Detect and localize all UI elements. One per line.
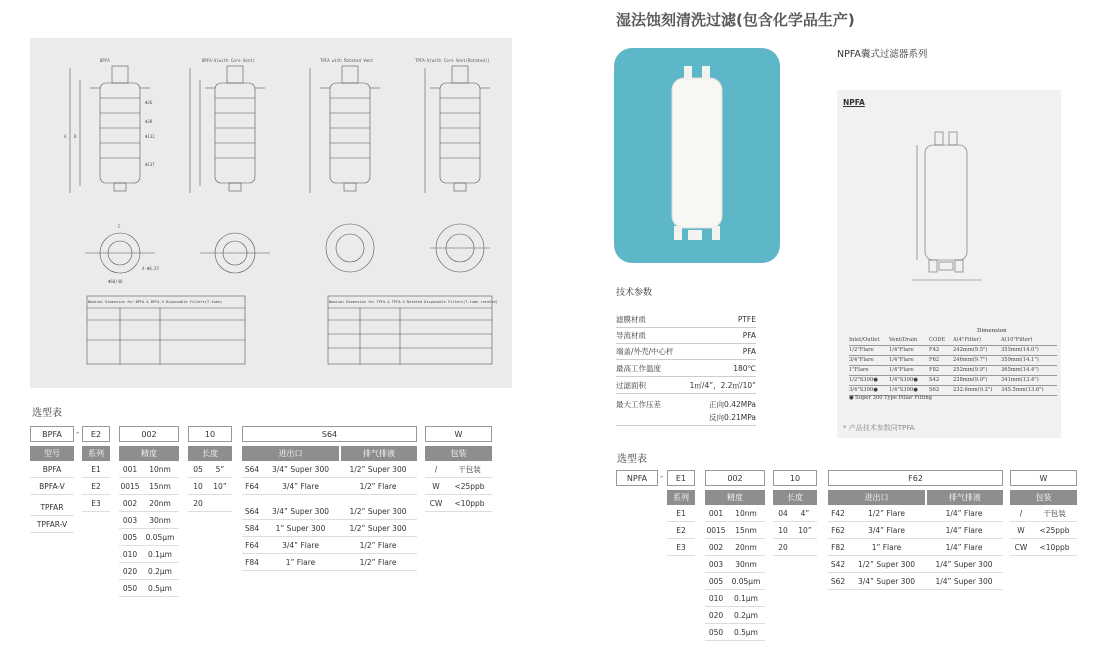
- npfa-row: [849, 346, 1057, 356]
- precision-code-cell: 050: [708, 628, 724, 637]
- r-precision-row: [705, 505, 765, 522]
- param-value: 180℃: [733, 364, 756, 373]
- capsule-filter-image: [614, 48, 780, 263]
- filter-drawings: [30, 38, 512, 388]
- drawing-label-4: TPFA-V(with Core Vent(Rotated)): [415, 58, 490, 63]
- pack-code-cell: /: [1019, 509, 1023, 518]
- pack-row: [425, 478, 492, 495]
- select-title-left: 选型表: [32, 408, 62, 419]
- precision-value-cell: 30nm: [735, 560, 757, 569]
- r-series-item: E1: [667, 505, 695, 522]
- precision-code-cell: 020: [122, 567, 138, 576]
- select-title-right: 选型表: [617, 454, 647, 465]
- pack-code-cell: CW: [429, 499, 443, 508]
- r-pack-row: [1010, 539, 1077, 556]
- port-code-cell: F64: [245, 541, 259, 550]
- param-row: [616, 328, 756, 344]
- param-key: 导流材质: [616, 331, 646, 340]
- inout-cell: 3/4” Super 300: [271, 465, 329, 474]
- page-title: 湿法蚀刻清洗过滤(包含化学品生产): [616, 11, 855, 29]
- r-port-row: [828, 556, 1003, 573]
- vent-cell: 1/2” Flare: [359, 558, 397, 567]
- dim-label: Φ60/40: [108, 279, 123, 284]
- r-pack-row: [1010, 505, 1077, 522]
- inout-cell: 1/2” Super 300: [857, 560, 915, 569]
- pack-code-cell: /: [434, 465, 438, 474]
- port-code-cell: F64: [245, 482, 259, 491]
- r-length-column: [773, 470, 817, 556]
- vent-header: 排气排液: [341, 446, 417, 461]
- param-key: 最高工作温度: [616, 364, 661, 373]
- pack-row: [425, 495, 492, 512]
- param-row: [616, 410, 756, 426]
- dim-label: Φ137: [145, 162, 155, 167]
- npfa-cell: 1/4"Flare: [889, 347, 914, 353]
- dim-label: Φ38: [145, 119, 153, 124]
- param-key: 滤膜材质: [616, 315, 646, 324]
- r-series-item: E3: [667, 539, 695, 556]
- r-port-row: [828, 505, 1003, 522]
- npfa-cell: 355mm(14.0"): [1001, 347, 1039, 353]
- precision-code-cell: 001: [708, 509, 724, 518]
- precision-value-cell: 20nm: [735, 543, 757, 552]
- precision-row: [119, 478, 179, 495]
- precision-value-cell: 0.2μm: [147, 567, 172, 576]
- r-length-row: [773, 505, 817, 522]
- r-port-row: [828, 573, 1003, 590]
- port-code: S64: [242, 426, 417, 442]
- pack-value-cell: <25ppb: [454, 482, 485, 491]
- dim-label: 4-Φ8.25: [142, 266, 159, 271]
- r-precision-row: [705, 539, 765, 556]
- r-precision-row: [705, 607, 765, 624]
- model-item: BPFA-V: [30, 478, 74, 495]
- param-key: 过滤面积: [616, 381, 646, 390]
- precision-row: [119, 563, 179, 580]
- npfa-header-row: [849, 336, 1057, 346]
- r-port-column: [828, 470, 1003, 590]
- npfa-note: ● Super 300 Type Pillar Fitting: [849, 395, 933, 401]
- length-row: [188, 478, 232, 495]
- port-row: [242, 537, 417, 554]
- length-value-cell: 10”: [213, 482, 227, 491]
- npfa-cell: 1/4"S300●: [889, 377, 918, 383]
- inout-cell: 1” Flare: [285, 558, 316, 567]
- separator: -: [660, 472, 664, 482]
- params-title: 技术参数: [616, 288, 653, 298]
- vent-cell: 1/4” Flare: [945, 526, 983, 535]
- precision-code: 002: [119, 426, 179, 442]
- port-code-cell: S84: [244, 524, 260, 533]
- r-precision-row: [705, 590, 765, 607]
- npfa-row: [849, 356, 1057, 366]
- precision-row: [119, 546, 179, 563]
- npfa-cell: 232.6mm(9.2"): [953, 387, 993, 393]
- r-length-row: [773, 539, 817, 556]
- npfa-dim-header: Dimension: [977, 328, 1007, 334]
- precision-value-cell: 0.5μm: [733, 628, 758, 637]
- npfa-cell: 1/2"Flare: [849, 347, 874, 353]
- precision-value-cell: 15nm: [149, 482, 171, 491]
- npfa-cell: Inlet/Outlet: [849, 337, 880, 343]
- drawing-label-3: TPFA with Rotated Vent: [320, 58, 373, 63]
- npfa-cell: 365mm(14.4"): [1001, 367, 1039, 373]
- r-precision-row: [705, 522, 765, 539]
- port-row: [242, 503, 417, 520]
- r-precision-row: [705, 573, 765, 590]
- pack-header: 包装: [425, 446, 492, 461]
- precision-value-cell: 15nm: [735, 526, 757, 535]
- inout-cell: 1” Super 300: [275, 524, 326, 533]
- table-title-1: Nominal Dimension for BPFA & BPFA-V Disposable Filters(T-tube): [88, 300, 223, 304]
- precision-code-cell: 003: [122, 516, 138, 525]
- length-value-cell: 5”: [215, 465, 225, 474]
- param-row: [616, 361, 756, 377]
- param-value: PTFE: [737, 315, 756, 324]
- port-code-cell: F82: [831, 543, 845, 552]
- length-row: [188, 461, 232, 478]
- r-precision-row: [705, 556, 765, 573]
- param-value: 1㎡/4”，2.2㎡/10”: [689, 381, 756, 390]
- length-column: [188, 426, 232, 512]
- precision-code-cell: 0015: [706, 526, 726, 535]
- dim-label: A: [64, 134, 67, 139]
- npfa-cell: 1/2"S300●: [849, 377, 878, 383]
- dim-label: C: [118, 224, 121, 229]
- port-row: [242, 554, 417, 571]
- r-pack-row: [1010, 522, 1077, 539]
- length-code-cell: 05: [193, 465, 203, 474]
- pack-value-cell: 干包装: [1043, 509, 1066, 518]
- series-item: E3: [82, 495, 110, 512]
- param-value: PFA: [742, 331, 756, 340]
- vent-cell: 1/2” Flare: [359, 482, 397, 491]
- precision-value-cell: 30nm: [149, 516, 171, 525]
- precision-value-cell: 0.1μm: [733, 594, 758, 603]
- r-precision-header: 精度: [705, 490, 765, 505]
- r-series-header: 系列: [667, 490, 695, 505]
- precision-code-cell: 002: [122, 499, 138, 508]
- precision-code-cell: 002: [708, 543, 724, 552]
- length-code-cell: 10: [778, 526, 788, 535]
- npfa-cell: F42: [929, 347, 940, 353]
- vent-cell: 1/4” Super 300: [935, 560, 993, 569]
- r-port-row: [828, 539, 1003, 556]
- drawing-label-1: BPFA: [100, 58, 110, 63]
- param-row: [616, 312, 756, 328]
- precision-value-cell: 0.2μm: [733, 611, 758, 620]
- precision-value-cell: 10nm: [735, 509, 757, 518]
- length-header: 长度: [188, 446, 232, 461]
- length-code-cell: 20: [193, 499, 203, 508]
- param-row: [616, 378, 756, 394]
- pack-code-cell: W: [1017, 526, 1025, 535]
- length-code-cell: 04: [778, 509, 788, 518]
- pack-code: W: [425, 426, 492, 442]
- npfa-cell: A(4"Filter): [953, 337, 982, 343]
- port-code-cell: F42: [831, 509, 845, 518]
- port-column: [242, 426, 417, 571]
- param-value: PFA: [742, 347, 756, 356]
- npfa-cell: 359mm(14.1"): [1001, 357, 1039, 363]
- inout-cell: 3/4” Flare: [282, 541, 319, 550]
- vent-cell: 1/4” Flare: [945, 543, 983, 552]
- inout-cell: 3/4” Flare: [282, 482, 319, 491]
- inout-cell: 1/2” Flare: [868, 509, 905, 518]
- r-precision-row: [705, 624, 765, 641]
- length-code-cell: 20: [778, 543, 788, 552]
- precision-value-cell: 10nm: [149, 465, 171, 474]
- npfa-cell: 246mm(9.7"): [953, 357, 988, 363]
- pack-value-cell: 干包装: [458, 465, 481, 474]
- r-model-column: [616, 470, 658, 486]
- npfa-cell: 228mm(9.0"): [953, 377, 988, 383]
- port-code-cell: F84: [245, 558, 259, 567]
- precision-code-cell: 001: [122, 465, 138, 474]
- precision-value-cell: 0.5μm: [147, 584, 172, 593]
- precision-code-cell: 050: [122, 584, 138, 593]
- npfa-label: NPFA: [843, 98, 865, 107]
- precision-header: 精度: [119, 446, 179, 461]
- npfa-footer: * 产品技术参数同TPFA: [843, 424, 915, 432]
- precision-code-cell: 010: [122, 550, 138, 559]
- dim-label: B: [74, 134, 77, 139]
- npfa-cell: 242mm(9.5"): [953, 347, 988, 353]
- precision-value-cell: 0.05μm: [145, 533, 175, 542]
- inout-cell: 3/4” Super 300: [271, 507, 329, 516]
- port-code-cell: S62: [830, 577, 846, 586]
- r-port-row: [828, 522, 1003, 539]
- vent-cell: 1/2” Super 300: [349, 507, 407, 516]
- r-pack-code: W: [1010, 470, 1077, 486]
- precision-column: [119, 426, 179, 597]
- length-value-cell: 4”: [800, 509, 810, 518]
- npfa-cell: S62: [929, 387, 940, 393]
- series-code: E2: [82, 426, 110, 442]
- npfa-cell: F82: [929, 367, 940, 373]
- pack-code-cell: CW: [1014, 543, 1028, 552]
- port-code-cell: F62: [831, 526, 845, 535]
- length-value-cell: [793, 539, 817, 555]
- npfa-cell: Vent/Drain: [889, 337, 918, 343]
- series-column: [82, 426, 110, 512]
- precision-row: [119, 495, 179, 512]
- precision-value-cell: 0.05μm: [731, 577, 761, 586]
- port-row: [242, 478, 417, 495]
- pack-row: [425, 461, 492, 478]
- npfa-cell: S42: [929, 377, 940, 383]
- param-row: [616, 344, 756, 360]
- r-port-code: F62: [828, 470, 1003, 486]
- npfa-cell: A(10"Filter): [1001, 337, 1033, 343]
- length-code: 10: [188, 426, 232, 442]
- precision-row: [119, 461, 179, 478]
- r-length-row: [773, 522, 817, 539]
- product-photo: [614, 48, 780, 263]
- npfa-dimension-table: [849, 336, 1057, 396]
- r-length-header: 长度: [773, 490, 817, 505]
- length-value-cell: 10”: [798, 526, 812, 535]
- model-header: 型号: [30, 446, 74, 461]
- inout-header: 进出口: [242, 446, 339, 461]
- port-row: [242, 520, 417, 537]
- param-key: 端盖/外壳/中心杆: [616, 347, 674, 356]
- npfa-cell: F62: [929, 357, 940, 363]
- npfa-row: [849, 376, 1057, 386]
- npfa-cell: CODE: [929, 337, 946, 343]
- model-column: [30, 426, 74, 533]
- inout-cell: 3/4” Super 300: [857, 577, 915, 586]
- npfa-drawing: [837, 90, 1061, 320]
- param-value: 正向0.42MPa: [709, 400, 756, 409]
- series-item: E2: [82, 478, 110, 495]
- inout-cell: 1” Flare: [871, 543, 902, 552]
- npfa-cell: 341mm(13.4"): [1001, 377, 1039, 383]
- r-length-code: 10: [773, 470, 817, 486]
- separator: -: [76, 428, 80, 438]
- r-series-column: [667, 470, 695, 556]
- precision-code-cell: 003: [708, 560, 724, 569]
- precision-value-cell: 0.1μm: [147, 550, 172, 559]
- table-title-2: Nominal Dimension for TPFA & TPFA-V Rotated Disposable Filters(T-tube rotated): [329, 300, 498, 304]
- model-item: TPFAR-V: [30, 516, 74, 533]
- precision-row: [119, 580, 179, 597]
- precision-code-cell: 005: [708, 577, 724, 586]
- npfa-cell: 252mm(9.9"): [953, 367, 988, 373]
- r-model-code: NPFA: [616, 470, 658, 486]
- series-header: 系列: [82, 446, 110, 461]
- model-item: TPFAR: [30, 499, 74, 516]
- npfa-cell: 3/4"Flare: [849, 357, 874, 363]
- vent-cell: 1/2” Super 300: [349, 524, 407, 533]
- npfa-drawing-panel: [837, 90, 1061, 438]
- port-code-cell: S64: [244, 465, 260, 474]
- dim-label: Φ132: [145, 134, 155, 139]
- dim-label: Φ26: [145, 100, 153, 105]
- length-code-cell: 10: [193, 482, 203, 491]
- port-code-cell: S64: [244, 507, 260, 516]
- precision-code-cell: 010: [708, 594, 724, 603]
- pack-column: [425, 426, 492, 512]
- port-code-cell: S42: [830, 560, 846, 569]
- param-key: 最大工作压差: [616, 400, 661, 409]
- precision-row: [119, 529, 179, 546]
- precision-code-cell: 020: [708, 611, 724, 620]
- param-value: 反向0.21MPa: [709, 413, 756, 422]
- pack-code-cell: W: [432, 482, 440, 491]
- r-precision-code: 002: [705, 470, 765, 486]
- precision-code-cell: 0015: [120, 482, 140, 491]
- r-pack-column: [1010, 470, 1077, 556]
- series-item: E1: [82, 461, 110, 478]
- vent-cell: 1/2” Flare: [359, 541, 397, 550]
- r-series-item: E2: [667, 522, 695, 539]
- precision-row: [119, 512, 179, 529]
- precision-code-cell: 005: [122, 533, 138, 542]
- pack-value-cell: <25ppb: [1039, 526, 1070, 535]
- pack-value-cell: <10ppb: [454, 499, 485, 508]
- series-title: NPFA囊式过滤器系列: [837, 49, 928, 60]
- technical-drawing-panel: [30, 38, 512, 388]
- model-code: BPFA: [30, 426, 74, 442]
- length-value-cell: [208, 495, 232, 511]
- length-row: [188, 495, 232, 512]
- npfa-cell: 3/4"S300●: [849, 387, 878, 393]
- port-row: [242, 461, 417, 478]
- inout-cell: 3/4” Flare: [868, 526, 905, 535]
- npfa-cell: 1/4"Flare: [889, 367, 914, 373]
- vent-cell: 1/2” Super 300: [349, 465, 407, 474]
- npfa-cell: 1"Flare: [849, 367, 869, 373]
- npfa-row: [849, 366, 1057, 376]
- vent-cell: 1/4” Flare: [945, 509, 983, 518]
- r-vent-header: 排气排液: [927, 490, 1003, 505]
- r-series-code: E1: [667, 470, 695, 486]
- precision-value-cell: 20nm: [149, 499, 171, 508]
- npfa-cell: 1/4"S300●: [889, 387, 918, 393]
- r-pack-header: 包装: [1010, 490, 1077, 505]
- vent-cell: 1/4” Super 300: [935, 577, 993, 586]
- pack-value-cell: <10ppb: [1039, 543, 1070, 552]
- model-item: BPFA: [30, 461, 74, 478]
- npfa-cell: 1/4"Flare: [889, 357, 914, 363]
- r-precision-column: [705, 470, 765, 641]
- drawing-label-2: BPFA-V(with Core Vent): [202, 58, 255, 63]
- r-inout-header: 进出口: [828, 490, 925, 505]
- npfa-cell: 345.5mm(13.6"): [1001, 387, 1044, 393]
